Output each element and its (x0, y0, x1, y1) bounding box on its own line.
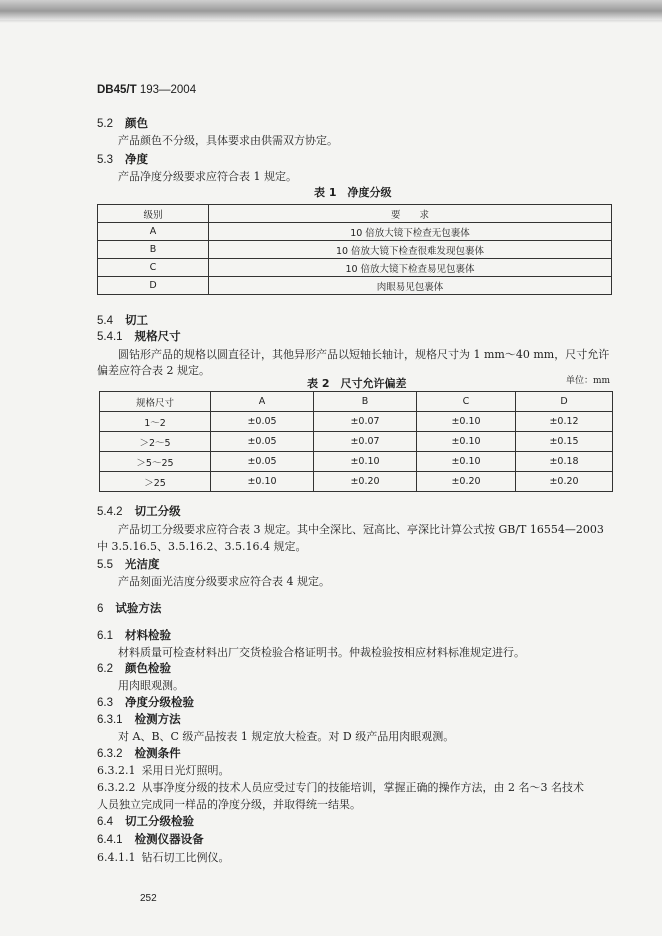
section-6-2-heading: 6.2 颜色检验 (97, 661, 171, 675)
table-cell: ＞25 (100, 472, 211, 492)
section-6-4-1-1-text: 6.4.1.1 钻石切工比例仪。 (97, 851, 230, 864)
section-6-3-2-1-text: 6.3.2.1 采用日光灯照明。 (97, 764, 230, 777)
section-6-3-2-2-text-line-1: 6.3.2.2 从事净度分级的技术人员应受过专门的技能培训，掌握正确的操作方法，由 2 名～3 名技术 (97, 781, 584, 794)
section-6-4-1-heading: 6.4.1 检测仪器设备 (97, 832, 204, 846)
table-cell: 10 倍放大镜下检查无包裹体 (209, 223, 612, 241)
section-6-3-2-2-text-line-2: 人员独立完成同一样品的净度分级，并取得统一结果。 (97, 798, 361, 811)
table-cell: B (98, 241, 209, 259)
table-header-cell: B (314, 392, 417, 412)
section-6-3-heading: 6.3 净度分级检验 (97, 695, 194, 709)
table-cell: ±0.10 (417, 412, 516, 432)
section-5-2-heading: 5.2 颜色 (97, 116, 148, 130)
table-row (98, 241, 612, 259)
section-6-1-heading: 6.1 材料检验 (97, 628, 171, 642)
section-5-4-1-text-line-1: 圆钻形产品的规格以圆直径计，其他异形产品以短轴长轴计，规格尺寸为 1 mm～40 mm，尺寸允许 (118, 348, 610, 361)
table-cell: ±0.10 (314, 452, 417, 472)
table-2-caption: 表 2 尺寸允许偏差 (307, 377, 407, 390)
table-cell: ±0.05 (211, 432, 314, 452)
section-6-2-text: 用肉眼观测。 (118, 679, 184, 692)
page-number: 252 (140, 893, 157, 904)
section-6-heading: 6 试验方法 (97, 601, 162, 615)
section-5-4-2-heading: 5.4.2 切工分级 (97, 504, 181, 518)
table-cell: 10 倍放大镜下检查易见包裹体 (209, 259, 612, 277)
table-header-cell: A (211, 392, 314, 412)
table-cell: 肉眼易见包裹体 (209, 277, 612, 295)
section-6-1-text: 材料质量可检查材料出厂交货检验合格证明书。仲裁检验按相应材料标准规定进行。 (118, 646, 525, 659)
table-cell: ±0.20 (417, 472, 516, 492)
table-cell: ±0.12 (516, 412, 613, 432)
scan-edge (0, 0, 662, 20)
table-1-caption: 表 1 净度分级 (314, 186, 392, 199)
section-6-3-2-heading: 6.3.2 检测条件 (97, 746, 181, 760)
table-header-cell: 规格尺寸 (100, 392, 211, 412)
table-cell: ±0.10 (417, 432, 516, 452)
table-1-clarity-grades (97, 204, 612, 295)
section-5-4-2-text-line-1: 产品切工分级要求应符合表 3 规定。其中全深比、冠高比、亭深比计算公式按 GB/T 16554—2003 (118, 523, 604, 536)
table-cell: ±0.05 (211, 452, 314, 472)
section-5-4-heading: 5.4 切工 (97, 313, 148, 327)
table-row (100, 452, 613, 472)
table-header-cell: 级别 (98, 205, 209, 223)
section-6-3-1-heading: 6.3.1 检测方法 (97, 712, 181, 726)
table-cell: ±0.10 (211, 472, 314, 492)
table-header-cell: 要 求 (209, 205, 612, 223)
table-cell: ±0.20 (314, 472, 417, 492)
table-cell: ±0.10 (417, 452, 516, 472)
table-cell: C (98, 259, 209, 277)
table-row (100, 432, 613, 452)
table-cell: ±0.18 (516, 452, 613, 472)
section-6-3-1-text: 对 A、B、C 级产品按表 1 规定放大检查。对 D 级产品用肉眼观测。 (118, 730, 455, 743)
section-5-4-2-text-line-2: 中 3.5.16.5、3.5.16.2、3.5.16.4 规定。 (97, 540, 307, 553)
table-row (98, 259, 612, 277)
table-row (100, 472, 613, 492)
table-cell: ±0.05 (211, 412, 314, 432)
table-row (98, 277, 612, 295)
section-5-4-1-text-line-2: 偏差应符合表 2 规定。 (97, 364, 210, 377)
table-row (100, 412, 613, 432)
table-cell: A (98, 223, 209, 241)
table-row (98, 223, 612, 241)
section-5-5-heading: 5.5 光洁度 (97, 557, 160, 571)
table-2-size-tolerance (99, 391, 613, 492)
table-cell: 1～2 (100, 412, 211, 432)
table-cell: ±0.15 (516, 432, 613, 452)
section-5-3-text: 产品净度分级要求应符合表 1 规定。 (118, 170, 297, 183)
section-5-4-1-heading: 5.4.1 规格尺寸 (97, 329, 181, 343)
section-5-2-text: 产品颜色不分级，具体要求由供需双方协定。 (118, 134, 338, 147)
table-2-unit: 单位：mm (566, 376, 611, 386)
table-header-row (98, 205, 612, 223)
table-header-cell: C (417, 392, 516, 412)
standard-code: DB45/T 193—2004 (97, 84, 197, 96)
table-header-cell: D (516, 392, 613, 412)
table-cell: D (98, 277, 209, 295)
table-cell: ±0.20 (516, 472, 613, 492)
table-cell: ±0.07 (314, 432, 417, 452)
table-header-row (100, 392, 613, 412)
section-5-5-text: 产品刻面光洁度分级要求应符合表 4 规定。 (118, 575, 330, 588)
section-5-3-heading: 5.3 净度 (97, 152, 148, 166)
table-cell: ±0.07 (314, 412, 417, 432)
section-6-4-heading: 6.4 切工分级检验 (97, 814, 194, 828)
table-cell: ＞5～25 (100, 452, 211, 472)
table-cell: 10 倍放大镜下检查很难发现包裹体 (209, 241, 612, 259)
table-cell: ＞2～5 (100, 432, 211, 452)
